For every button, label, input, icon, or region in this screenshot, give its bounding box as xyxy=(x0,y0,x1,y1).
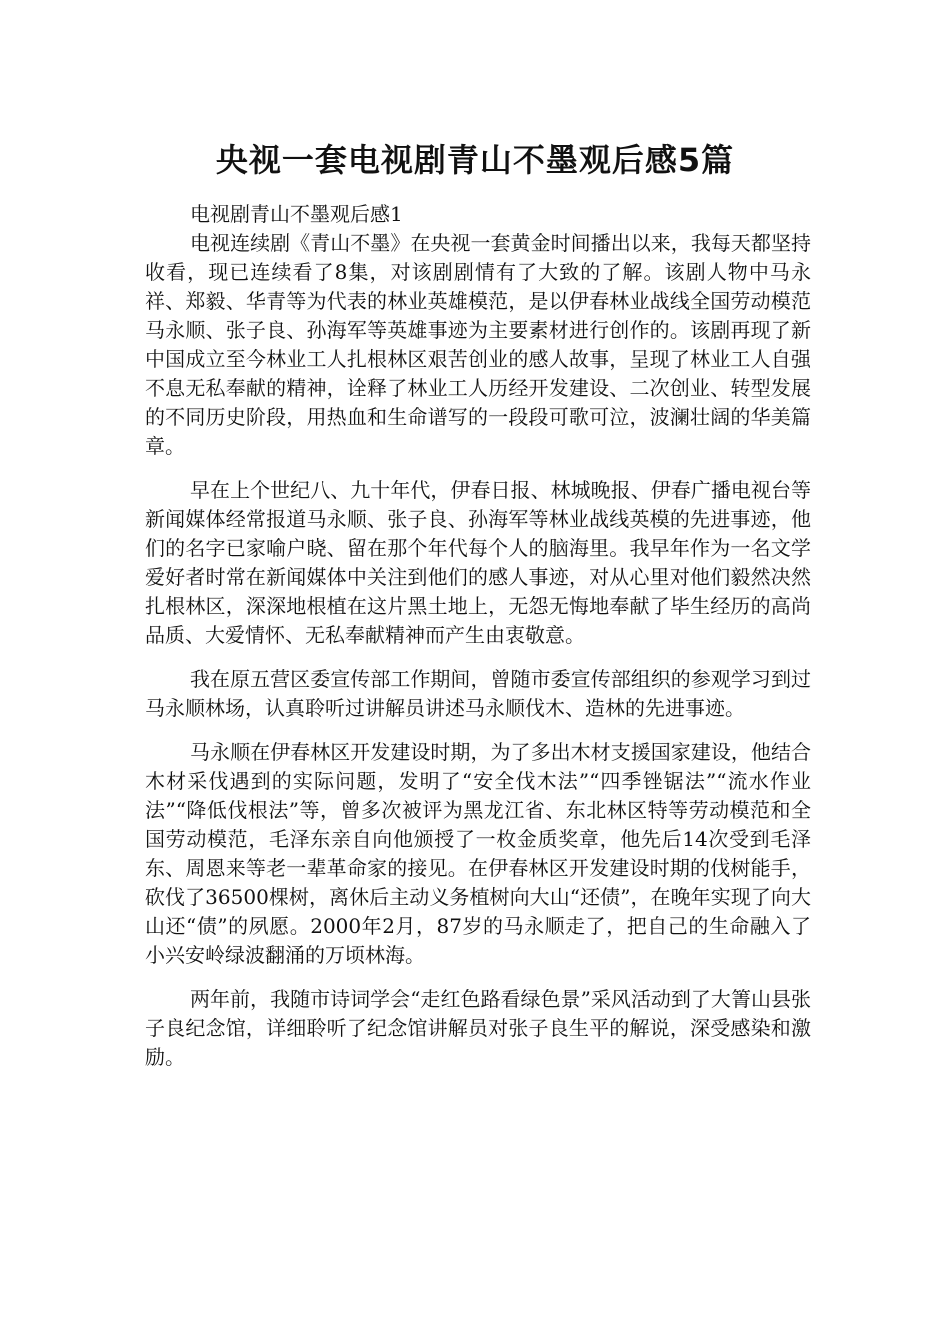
paragraph: 两年前，我随市诗词学会“走红色路看绿色景”采风活动到了大箐山县张子良纪念馆，详细聆听了纪念馆讲解员对张子良生平的解说，深受感染和激励。 xyxy=(145,987,811,1069)
paragraph: 早在上个世纪八、九十年代，伊春日报、林城晚报、伊春广播电视台等新闻媒体经常报道马永顺、张子良、孙海军等林业战线英模的先进事迹，他们的名字已家喻户晓、留在那个年代每个人的脑海里。我早年作为一名文学爱好者时常在新闻媒体中关注到他们的感人事迹，对从心里对他们毅然决然扎根林区，深深地根植在这片黑土地上，无怨无悔地奉献了毕生经历的高尚品质、大爱情怀、无私奉献精神而产生由衷敬意。 xyxy=(145,478,811,647)
document-title: 央视一套电视剧青山不墨观后感5篇 xyxy=(215,141,735,179)
section-heading: 电视剧青山不墨观后感1 xyxy=(190,202,403,226)
document-body xyxy=(145,200,811,1087)
paragraph: 电视连续剧《青山不墨》在央视一套黄金时间播出以来，我每天都坚持收看，现已连续看了8集，对该剧剧情有了大致的了解。该剧人物中马永祥、郑毅、华青等为代表的林业英雄模范，是以伊春林业战线全国劳动模范马永顺、张子良、孙海军等英雄事迹为主要素材进行创作的。该剧再现了新中国成立至今林业工人扎根林区艰苦创业的感人故事，呈现了林业工人自强不息无私奉献的精神，诠释了林业工人历经开发建设、二次创业、转型发展的不同历史阶段，用热血和生命谱写的一段段可歌可泣，波澜壮阔的华美篇章。 xyxy=(145,231,811,458)
paragraph: 马永顺在伊春林区开发建设时期，为了多出木材支援国家建设，他结合木材采伐遇到的实际问题，发明了“安全伐木法”“四季锉锯法”“流水作业法”“降低伐根法”等，曾多次被评为黑龙江省、东北林区特等劳动模范和全国劳动模范，毛泽东亲自向他颁授了一枚金质奖章，他先后14次受到毛泽东、周恩来等老一辈革命家的接见。在伊春林区开发建设时期的伐树能手，砍伐了36500棵树，离休后主动义务植树向大山“还债”，在晚年实现了向大山还“债”的夙愿。2000年2月，87岁的马永顺走了，把自己的生命融入了小兴安岭绿波翻涌的万顷林海。 xyxy=(145,740,811,967)
paragraph: 我在原五营区委宣传部工作期间，曾随市委宣传部组织的参观学习到过马永顺林场，认真聆听过讲解员讲述马永顺伐木、造林的先进事迹。 xyxy=(145,667,811,720)
